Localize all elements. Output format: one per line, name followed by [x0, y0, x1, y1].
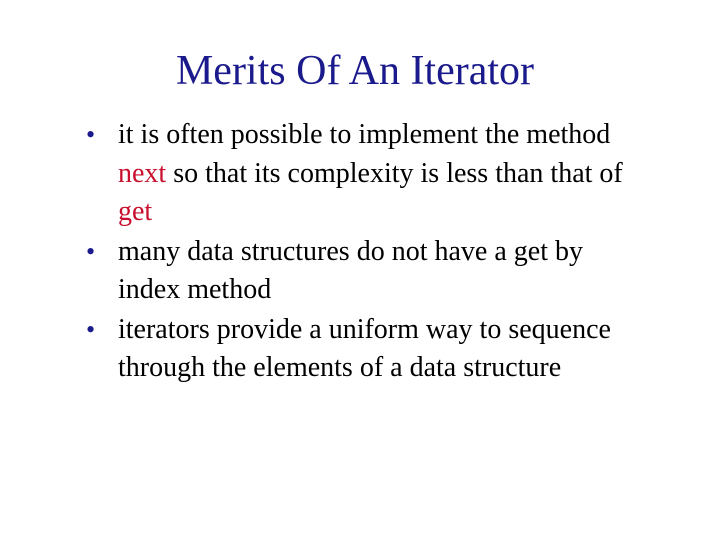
slide-title: Merits Of An Iterator — [175, 48, 535, 94]
keyword-get: get — [118, 196, 153, 227]
bullet-icon: • — [86, 236, 96, 266]
bullet-item — [86, 311, 646, 388]
bullet-icon: • — [86, 314, 96, 344]
bullet-text-part: so that its complexity is less than that of — [166, 157, 623, 189]
bullet-text: many data structures do not have a get by index method — [118, 235, 583, 305]
bullet-icon: • — [86, 120, 96, 149]
keyword-next: next — [118, 157, 167, 189]
bullet-item — [86, 233, 646, 310]
bullet-item — [86, 116, 646, 232]
bullet-list — [86, 116, 646, 389]
bullet-text-part: it is often possible to implement the method — [118, 119, 611, 150]
bullet-text: iterators provide a uniform way to sequence through the elements of a data structure — [118, 313, 611, 383]
